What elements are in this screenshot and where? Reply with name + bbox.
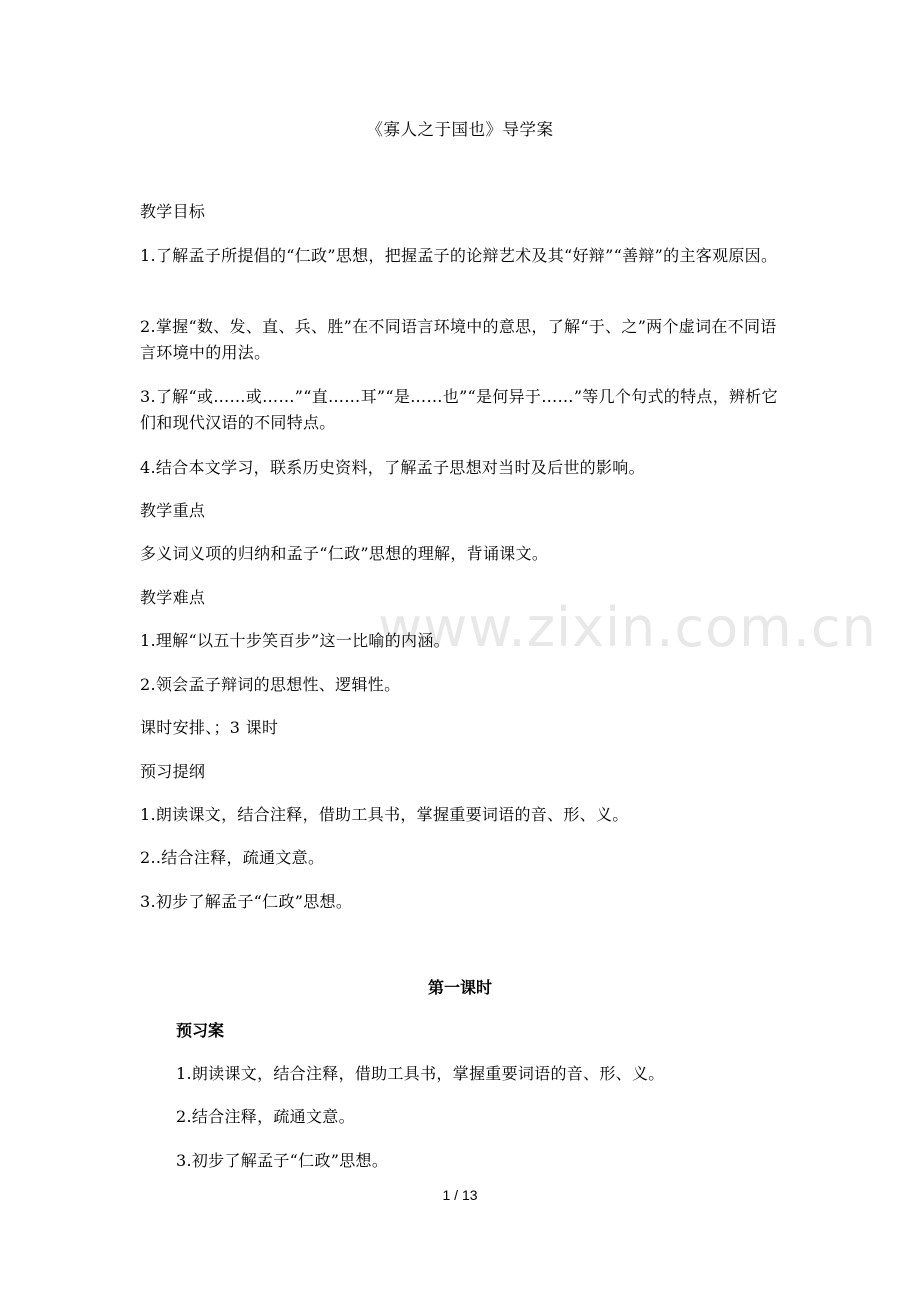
lesson-title: 第一课时	[427, 978, 492, 997]
goal-item-3: 3.了解“或……或……”“直……耳”“是……也”“是何异于……”等几个句式的特点，辨析它们和现代汉语的不同特点。	[140, 387, 778, 432]
goal-item-2: 2.掌握“数、发、直、兵、胜”在不同语言环境中的意思，了解“于、之”两个虚词在不同语言环境中的用法。	[140, 317, 777, 362]
schedule-text: 课时安排、；3 课时	[140, 718, 279, 737]
goals-heading: 教学目标	[140, 202, 206, 221]
preview-heading: 预习案	[176, 1021, 225, 1040]
watermark: www.zixin.com.cn	[378, 596, 877, 659]
page-indicator: 1 / 13	[442, 1187, 478, 1203]
goal-item-1: 1.了解孟子所提倡的“仁政”思想，把握孟子的论辩艺术及其“好辩”“善辩”的主客观原因。	[140, 246, 778, 265]
document-title: 《寡人之于国也》导学案	[366, 120, 554, 139]
outline-item-1: 1.朗读课文，结合注释，借助工具书，掌握重要词语的音、形、义。	[140, 805, 629, 824]
outline-heading: 预习提纲	[140, 762, 206, 781]
outline-item-3: 3.初步了解孟子“仁政”思想。	[140, 892, 353, 911]
goal-item-4: 4.结合本文学习，联系历史资料，了解孟子思想对当时及后世的影响。	[140, 458, 645, 477]
difficulties-heading: 教学难点	[140, 588, 206, 607]
difficulty-item-1: 1.理解“以五十步笑百步”这一比喻的内涵。	[140, 631, 450, 650]
preview-item-3: 3.初步了解孟子“仁政”思想。	[176, 1151, 389, 1170]
outline-item-2: 2..结合注释，疏通文意。	[140, 848, 325, 867]
preview-item-1: 1.朗读课文，结合注释，借助工具书，掌握重要词语的音、形、义。	[176, 1064, 665, 1083]
preview-item-2: 2.结合注释，疏通文意。	[176, 1107, 355, 1126]
difficulty-item-2: 2.领会孟子辩词的思想性、逻辑性。	[140, 675, 401, 694]
key-points-text: 多义词义项的归纳和孟子“仁政”思想的理解，背诵课文。	[140, 544, 549, 563]
key-points-heading: 教学重点	[140, 501, 206, 520]
